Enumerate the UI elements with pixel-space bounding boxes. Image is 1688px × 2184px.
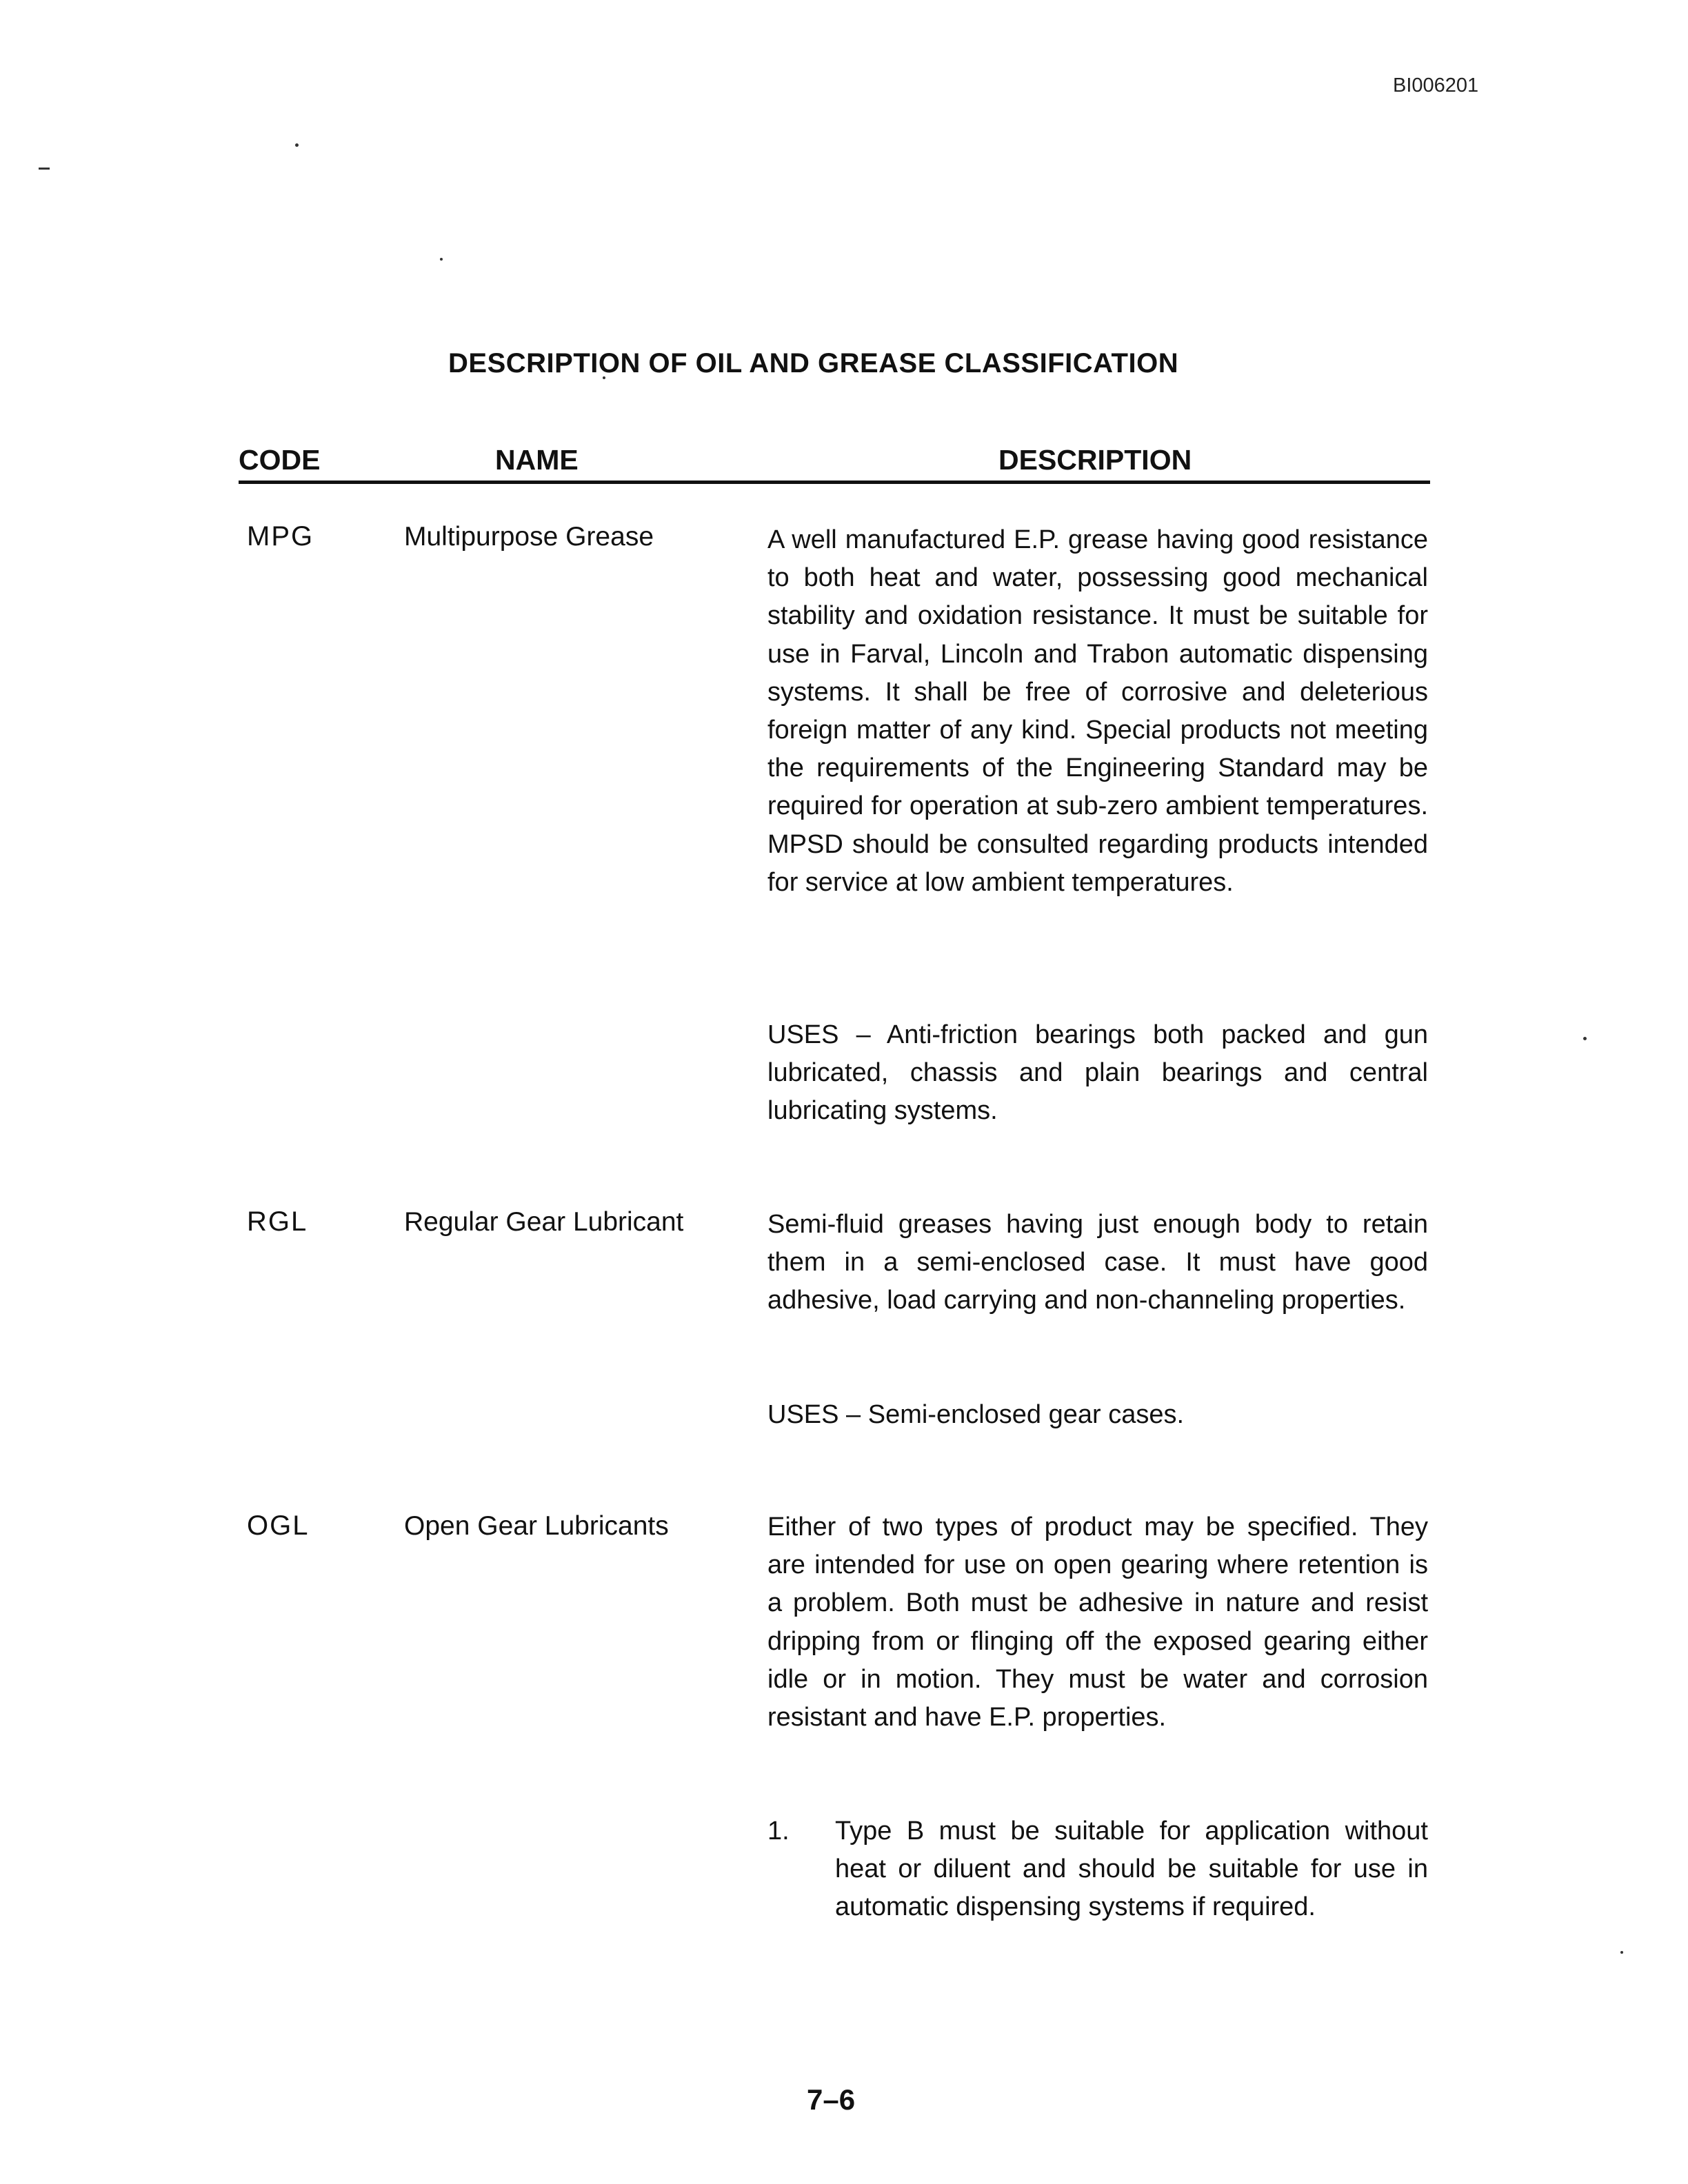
column-header-name: NAME <box>495 444 579 476</box>
entry-name: Open Gear Lubricants <box>404 1511 669 1541</box>
list-item-text: Type B must be suitable for application without heat or diluent and should be suitable for use in automatic dispensing systems if required. <box>835 1817 1428 1922</box>
entry-name: Multipurpose Grease <box>404 522 654 552</box>
scan-speck <box>440 258 443 261</box>
entry-code: RGL <box>247 1206 308 1237</box>
page-title: DESCRIPTION OF OIL AND GREASE CLASSIFICATION <box>448 347 1179 378</box>
list-item-number: 1. <box>767 1817 790 1846</box>
scan-speck <box>295 143 299 147</box>
entry-description: A well manufactured E.P. grease having good resistance to both heat and water, possessing good mechanical stability and oxidation resistance. It must be suitable for use in Farval, Lincoln and Trabon automatic dispensing systems. It shall be free of corrosive and deleterious foreign matter of any kind. Special products not meeting the requirements of the Engineering Standard may be required for operation at sub-zero ambient temperatures. MPSD should be consulted regarding products intended for service at low ambient temperatures. <box>767 525 1428 897</box>
entry-description: Semi-fluid greases having just enough body to retain them in a semi-enclosed case. It must have good adhesive, load carrying and non-channeling properties. <box>767 1210 1428 1315</box>
entry-uses: USES – Anti-friction bearings both packed and gun lubricated, chassis and plain bearings and central lubricating systems. <box>767 1020 1428 1126</box>
page-number: 7–6 <box>807 2083 856 2116</box>
document-id: BI006201 <box>1393 74 1479 97</box>
column-header-code: CODE <box>239 444 321 476</box>
column-header-description: DESCRIPTION <box>998 444 1192 476</box>
scan-speck <box>1620 1951 1623 1954</box>
entry-name: Regular Gear Lubricant <box>404 1207 684 1237</box>
entry-code: OGL <box>247 1510 310 1541</box>
entry-description: Either of two types of product may be specified. They are intended for use on open gearing where retention is a problem. Both must be adhesive in nature and resist dripping from or flinging off the exposed gearing either idle or in motion. They must be water and corrosion resistant and have E.P. properties. <box>767 1513 1428 1732</box>
list-item <box>767 1812 1428 1927</box>
scan-speck <box>1583 1037 1587 1040</box>
entry-uses: USES – Semi-enclosed gear cases. <box>767 1400 1185 1429</box>
entry-code: MPG <box>247 521 314 552</box>
scan-dash <box>39 168 50 170</box>
header-rule <box>239 481 1430 484</box>
